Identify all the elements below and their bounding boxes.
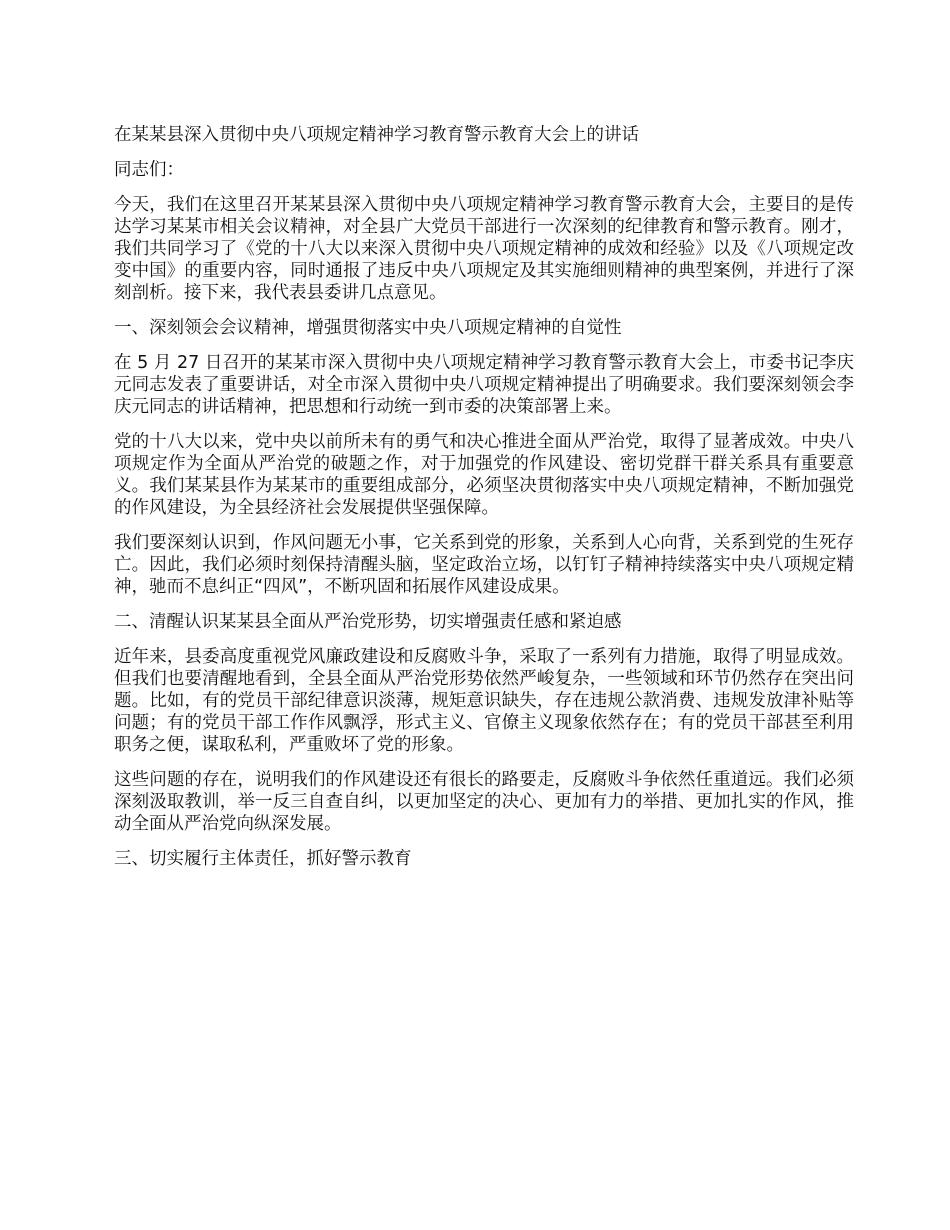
document-body bbox=[114, 124, 854, 883]
paragraph: 我们要深刻认识到，作风问题无小事，它关系到党的形象，关系到人心向背，关系到党的生死存亡。因此，我们必须时刻保持清醒头脑，坚定政治立场，以钉钉子精神持续落实中央八项规定精神，驰而不息纠正“四风”，不断巩固和拓展作风建设成果。 bbox=[114, 533, 854, 597]
section-heading-2: 二、清醒认识某某县全面从严治党形势，切实增强责任感和紧迫感 bbox=[114, 612, 622, 632]
section-heading-3: 三、切实履行主体责任，抓好警示教育 bbox=[114, 849, 412, 869]
salutation: 同志们： bbox=[114, 160, 184, 180]
document-title: 在某某县深入贯彻中央八项规定精神学习教育警示教育大会上的讲话 bbox=[114, 125, 639, 145]
section-heading-1: 一、深刻领会会议精神，增强贯彻落实中央八项规定精神的自觉性 bbox=[114, 318, 622, 338]
paragraph: 这些问题的存在，说明我们的作风建设还有很长的路要走，反腐败斗争依然任重道远。我们必须深刻汲取教训，举一反三自查自纠，以更加坚定的决心、更加有力的举措、更加扎实的作风，推动全面从严治党向纵深发展。 bbox=[114, 770, 854, 834]
paragraph: 党的十八大以来，党中央以前所未有的勇气和决心推进全面从严治党，取得了显著成效。中央八项规定作为全面从严治党的破题之作，对于加强党的作风建设、密切党群干群关系具有重要意义。我们某某县作为某某市的重要组成部分，必须坚决贯彻落实中央八项规定精神，不断加强党的作风建设，为全县经济社会发展提供坚强保障。 bbox=[114, 432, 854, 518]
paragraph: 在 5 月 27 日召开的某某市深入贯彻中央八项规定精神学习教育警示教育大会上，市委书记李庆元同志发表了重要讲话，对全市深入贯彻中央八项规定精神提出了明确要求。我们要深刻领会李庆元同志的讲话精神，把思想和行动统一到市委的决策部署上来。 bbox=[114, 353, 854, 417]
paragraph-intro: 今天，我们在这里召开某某县深入贯彻中央八项规定精神学习教育警示教育大会，主要目的是传达学习某某市相关会议精神，对全县广大党员干部进行一次深刻的纪律教育和警示教育。刚才，我们共同学习了《党的十八大以来深入贯彻中央八项规定精神的成效和经验》以及《八项规定改变中国》的重要内容，同时通报了违反中央八项规定及其实施细则精神的典型案例，并进行了深刻剖析。接下来，我代表县委讲几点意见。 bbox=[114, 195, 854, 303]
paragraph: 近年来，县委高度重视党风廉政建设和反腐败斗争，采取了一系列有力措施，取得了明显成效。但我们也要清醒地看到，全县全面从严治党形势依然严峻复杂，一些领域和环节仍然存在突出问题。比如，有的党员干部纪律意识淡薄，规矩意识缺失，存在违规公款消费、违规发放津补贴等问题；有的党员干部工作作风飘浮，形式主义、官僚主义现象依然存在；有的党员干部甚至利用职务之便，谋取私利，严重败坏了党的形象。 bbox=[114, 647, 854, 755]
